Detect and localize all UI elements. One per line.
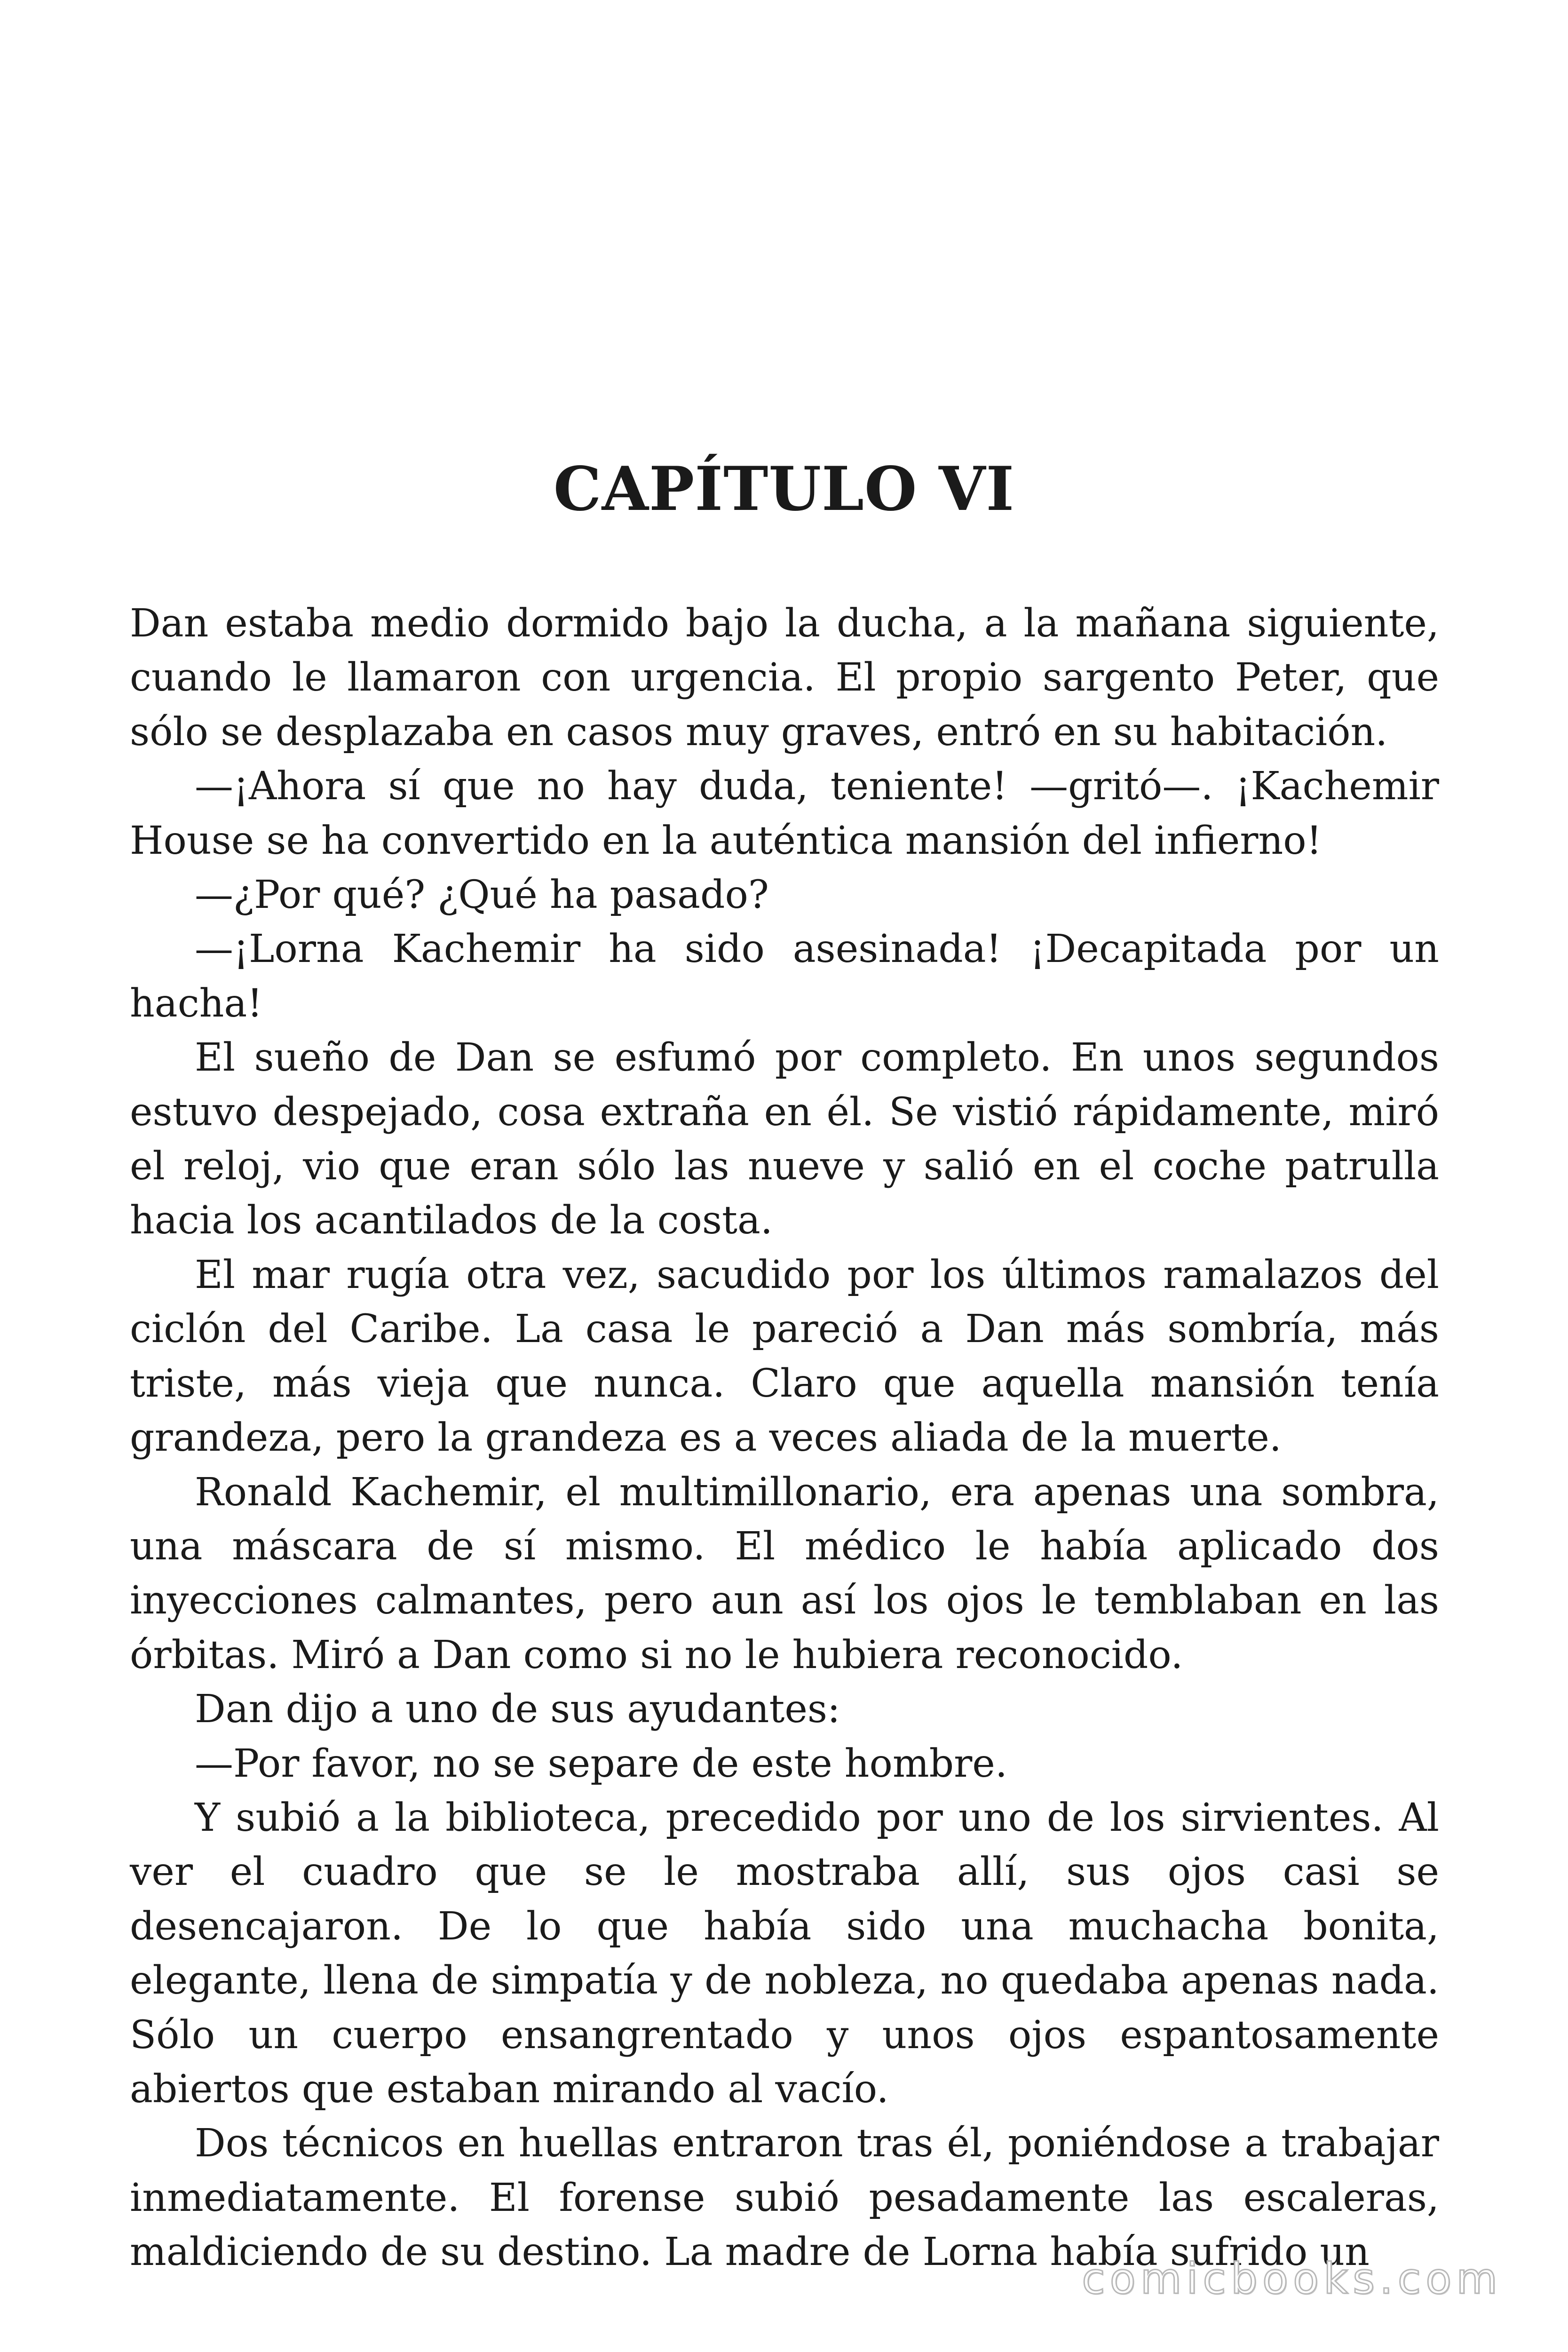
paragraph: Y subió a la biblioteca, precedido por uno de los sirvientes. Al ver el cuadro que se le mostraba allí, sus ojos casi se desencajaron. De lo que había sido una muchacha bonita, elegante, llena de simpatía y de nobleza, no quedaba apenas nada. Sólo un cuerpo ensangrentado y unos ojos espantosamente abiertos que estaban mirando al vacío. (130, 1795, 1439, 2112)
chapter-title: CAPÍTULO VI (553, 454, 1015, 524)
paragraph: El sueño de Dan se esfumó por completo. En unos segundos estuvo despejado, cosa extraña en él. Se vistió rápidamente, miró el reloj, vio que eran sólo las nueve y salió en el coche patrulla hacia los acantilados de la costa. (130, 1035, 1439, 1243)
paragraph: —¿Por qué? ¿Qué ha pasado? (195, 873, 769, 918)
paragraph: Ronald Kachemir, el multimillonario, era apenas una sombra, una máscara de sí mismo. El médico le había aplicado dos inyecciones calmantes, pero aun así los ojos le temblaban en las órbitas. Miró a Dan como si no le hubiera reconocido. (130, 1470, 1439, 1677)
paragraph: —Por favor, no se separe de este hombre. (195, 1741, 1007, 1786)
watermark: comicbooks.com (1082, 2254, 1502, 2304)
paragraph: Dan dijo a uno de sus ayudantes: (195, 1687, 840, 1732)
paragraph: —¡Lorna Kachemir ha sido asesinada! ¡Decapitada por un hacha! (130, 927, 1439, 1026)
chapter-body (130, 596, 1439, 2280)
paragraph: Dan estaba medio dormido bajo la ducha, a la mañana siguiente, cuando le llamaron con urgencia. El propio sargento Peter, que sólo se desplazaba en casos muy graves, entró en su habitación. (130, 601, 1439, 755)
paragraph: El mar rugía otra vez, sacudido por los últimos ramalazos del ciclón del Caribe. La casa le pareció a Dan más sombría, más triste, más vieja que nunca. Claro que aquella mansión tenía grandeza, pero la grandeza es a veces aliada de la muerte. (130, 1252, 1439, 1461)
paragraph: Dos técnicos en huellas entraron tras él, poniéndose a trabajar inmediatamente. El forense subió pesadamente las escaleras, maldiciendo de su destino. La madre de Lorna había sufrido un (130, 2121, 1439, 2275)
paragraph: —¡Ahora sí que no hay duda, teniente! —gritó—. ¡Kachemir House se ha convertido en la auténtica mansión del infierno! (130, 764, 1439, 863)
